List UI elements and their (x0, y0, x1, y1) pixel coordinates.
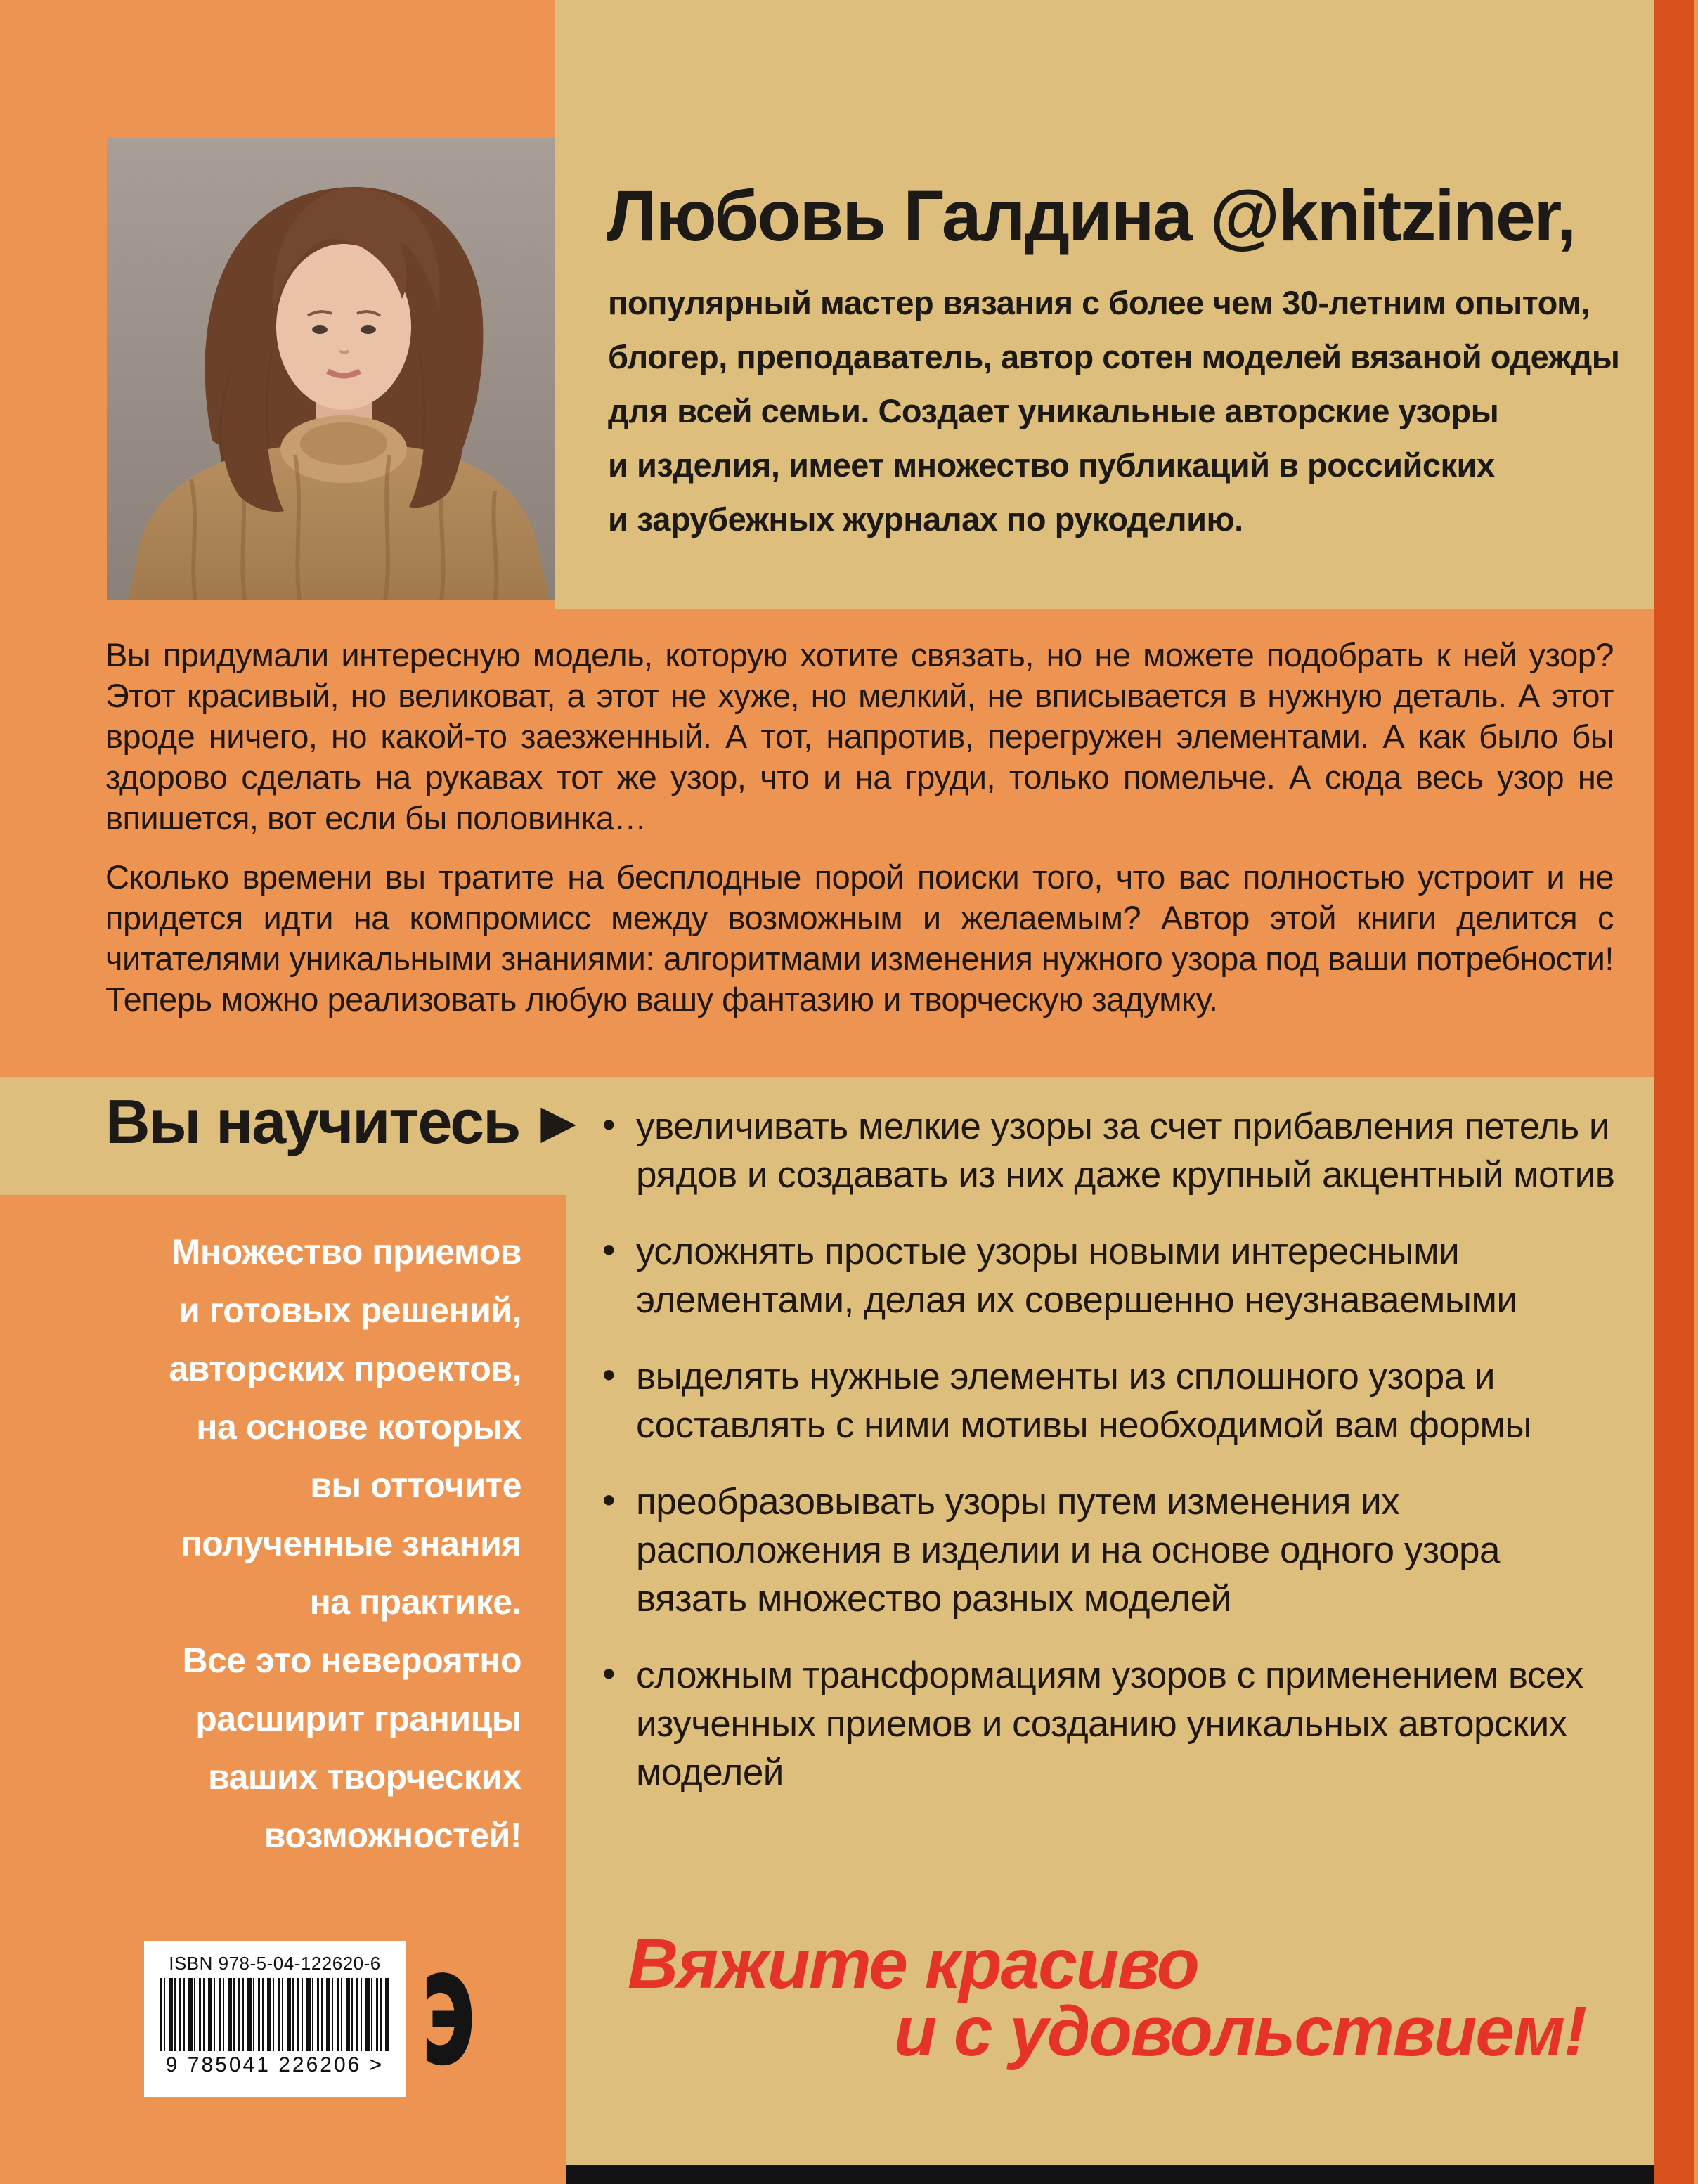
right-edge-sliver (1694, 0, 1698, 2184)
publisher-eksmo-logo-icon: э (420, 1914, 477, 2102)
intro-paragraph-1: Вы придумали интересную модель, которую хотите связать, но не можете подобрать к ней узор? Этот красивый, но великоват, а этот не хуже, но мелкий, не вписывается в нужную деталь. А этот вроде ничего, но какой-то заезженный. А тот, напротив, перегружен элементами. А как было бы здорово сделать на рукавах тот же узор, что и на груди, только помельче. А сюда весь узор не впишется, вот если бы половинка… (105, 636, 1614, 836)
sidebar-promo-line: авторских проектов, (169, 1349, 521, 1388)
learn-bullet: • сложным трансформациям узоров с применением всех изученных приемов и созданию уникальных авторских моделей (636, 1651, 1620, 1797)
slogan-line-2: и с удовольствием! (894, 1992, 1586, 2071)
author-bio-line: популярный мастер вязания с более чем 30-летним опытом, (608, 284, 1590, 321)
sidebar-promo-line: на основе которых (196, 1407, 521, 1447)
sidebar-promo-line: Множество приемов (171, 1232, 521, 1272)
isbn-label: ISBN 978-5-04-122620-6 (169, 1953, 381, 1974)
sidebar-promo-line: и готовых решений, (179, 1291, 521, 1330)
author-name: Любовь Галдина @knitziner, (607, 176, 1576, 256)
arrow-right-icon: ▶ (540, 1094, 577, 1149)
portrait-illustration (107, 138, 555, 600)
intro-text (105, 635, 1614, 1020)
intro-paragraph-2: Сколько времени вы тратите на бесплодные порой поиски того, что вас полностью устроит и не придется идти на компромисс между возможным и желаемым? Автор этой книги делится с читателями уникальными знаниями: алгоритмами изменения нужного узора под ваши потребности! Теперь можно реализовать любую вашу фантазию и творческую задумку. (105, 858, 1614, 1018)
learn-heading-text: Вы научитесь (105, 1087, 520, 1156)
barcode-icon (160, 1978, 390, 2051)
author-bio-line: и изделия, имеет множество публикаций в российских (608, 446, 1495, 484)
sidebar-promo-line: возможностей! (264, 1816, 521, 1855)
sidebar-promo-line: ваших творческих (208, 1757, 521, 1797)
sidebar-promo-line: расширит границы (195, 1699, 521, 1738)
learn-heading (105, 1088, 576, 1161)
sidebar-promo-line: вы отточите (310, 1466, 521, 1505)
author-bio-line: для всей семьи. Создает уникальные авторские узоры (608, 392, 1499, 429)
author-bio-line: блогер, преподаватель, автор сотен моделей вязаной одежды (608, 338, 1620, 375)
right-spine-strip (1654, 0, 1694, 2184)
bottom-dark-strip (566, 2165, 1698, 2184)
sidebar-promo-line: Все это невероятно (182, 1641, 521, 1680)
slogan-line-1: Вяжите красиво (628, 1925, 1198, 2003)
author-bio-line: и зарубежных журналах по рукоделию. (608, 500, 1243, 538)
sidebar-promo-line: на практике. (309, 1582, 521, 1622)
learn-bullet: • выделять нужные элементы из сплошного узора и составлять с ними мотивы необходимой вам формы (636, 1352, 1620, 1449)
learn-bullet: • усложнять простые узоры новыми интересными элементами, делая их совершенно неузнаваемыми (636, 1227, 1620, 1324)
learn-bullet: • преобразовывать узоры путем изменения их расположения в изделии и на основе одного узора вязать множество разных моделей (636, 1478, 1620, 1623)
author-bio (608, 276, 1648, 546)
author-photo (107, 138, 555, 600)
isbn-digits: 9 785041 226206 > (165, 2053, 384, 2076)
sidebar-promo-line: полученные знания (181, 1524, 521, 1563)
sidebar-promo-text (20, 1223, 521, 1865)
isbn-barcode-box (144, 1941, 406, 2097)
learn-bullet-list (636, 1102, 1620, 1825)
learn-bullet: • увеличивать мелкие узоры за счет прибавления петель и рядов и создавать из них даже крупный акцентный мотив (636, 1102, 1620, 1199)
